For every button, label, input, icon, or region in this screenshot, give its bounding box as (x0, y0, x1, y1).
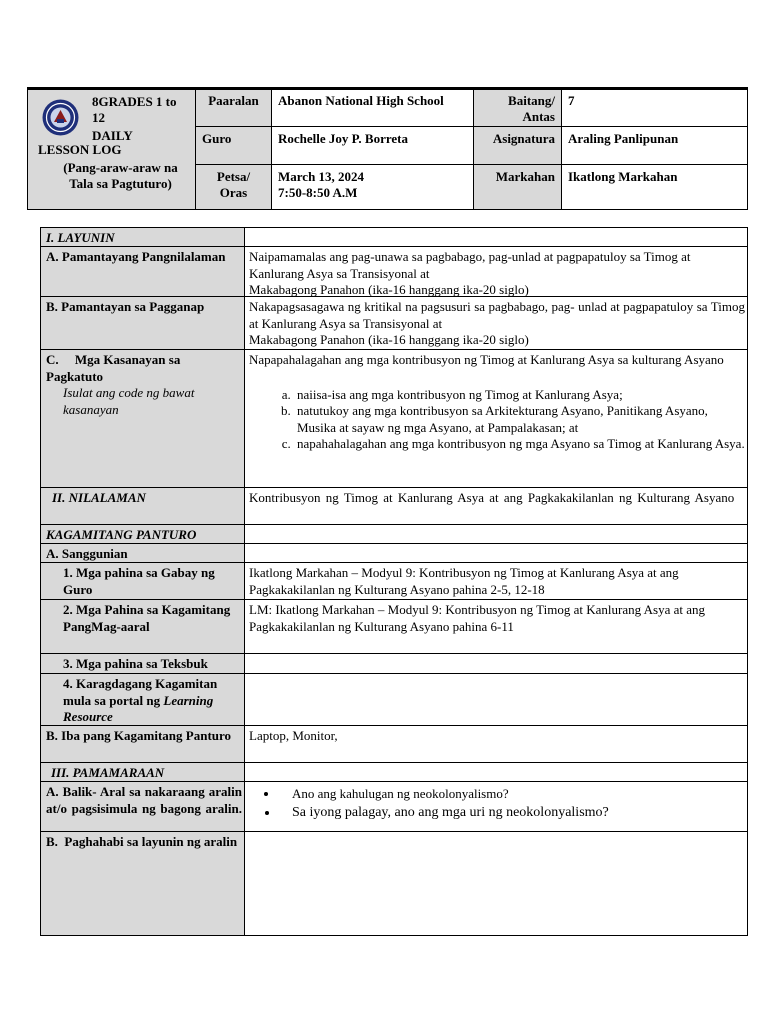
title-subtitle: (Pang-araw-araw na Tala sa Pagtuturo) (63, 160, 178, 191)
baitang-value: 7 (568, 93, 575, 108)
row-balik-aral (41, 782, 747, 832)
title-lesson-log: LESSON LOG (38, 142, 122, 157)
sanggunian-label: A. Sanggunian (46, 546, 128, 561)
baitang-label: Baitang/ Antas (508, 93, 555, 124)
row-gabay (41, 563, 747, 600)
list-item: c. napahahalagahan ang mga kontribusyon ng mga Asyano sa Timog at Kanlurang Asya. (294, 436, 745, 453)
title-daily: DAILY (92, 128, 133, 143)
paaralan-label: Paaralan (208, 93, 259, 108)
row-sanggunian (41, 544, 747, 563)
guro-label: Guro (202, 131, 232, 146)
pangmag-aaral-text: LM: Ikatlong Markahan – Modyul 9: Kontribusyon ng Timog at Kanlurang Asya at ang Pagkakakilanlan ng Kulturang Asyano pahina 6-11 (249, 602, 706, 634)
balik-aral-label: A. Balik- Aral sa nakaraang aralin at/o pagsisimula ng bagong aralin. (46, 784, 242, 816)
row-layunin (41, 228, 747, 247)
row-paghahabi (41, 832, 747, 934)
lesson-table (40, 227, 748, 936)
markahan-label: Markahan (495, 169, 555, 184)
row-nilalaman (41, 488, 747, 525)
kasanayan-list (249, 387, 745, 453)
pangmag-aaral-label: 2. Mga Pahina sa Kagamitang PangMag-aaral (63, 602, 231, 634)
list-item: • Sa iyong palagay, ano ang mga uri ng neokolonyalismo? (279, 803, 745, 822)
karagdagang-text (249, 674, 745, 676)
petsa-time: 7:50-8:50 A.M (278, 185, 358, 200)
balik-aral-text (249, 782, 745, 822)
nilalaman-text: Kontribusyon ng Timog at Kanlurang Asya at ang Pagkakakilanlan ng Kulturang Asyano (249, 490, 735, 505)
kasanayan-label: C. Mga Kasanayan sa Pagkatuto Isulat ang code ng bawat kasanayan (41, 350, 244, 418)
teksbuk-label: 3. Mga pahina sa Teksbuk (63, 656, 208, 671)
row-pamantayan-sa-pagganap (41, 297, 747, 350)
list-item: b. natutukoy ang mga kontribusyon sa Arkitekturang Asyano, Panitikang Asyano, Musika at sayaw ng mga Asyano, at Pampalakasan; at (294, 403, 745, 436)
pamantayan-sa-pagganap-label: B. Pamantayan sa Pagganap (46, 299, 205, 314)
kasanayan-note: Isulat ang code ng bawat kasanayan (63, 385, 195, 417)
deped-seal-icon (42, 99, 79, 136)
petsa-date: March 13, 2024 (278, 169, 365, 184)
pamantayang-pangnilalaman-label: A. Pamantayang Pangnilalaman (46, 249, 226, 264)
row-pangmag-aaral (41, 600, 747, 654)
petsa-value (272, 166, 472, 204)
pamantayang-pangnilalaman-text: Naipamamalas ang pag-unawa sa pagbabago, pag-unlad at pagpapatuloy sa Timog at Kanlurang Asya sa Transisyonal at Makabagong Panahon (ika-16 hanggang ika-20 siglo) (249, 249, 691, 297)
row-teksbuk (41, 654, 747, 674)
section-layunin: I. LAYUNIN (46, 230, 115, 245)
asignatura-value: Araling Panlipunan (568, 131, 679, 146)
row-pamamaraan (41, 763, 747, 782)
karagdagang-label: 4. Karagdagang Kagamitan mula sa portal ng Learning Resource (63, 676, 218, 724)
guro-value: Rochelle Joy P. Borreta (278, 131, 408, 146)
row-pamantayang-pangnilalaman (41, 247, 747, 297)
teksbuk-text (249, 654, 745, 656)
row-iba-pang (41, 726, 747, 763)
iba-pang-label: B. Iba pang Kagamitang Panturo (46, 728, 232, 743)
balik-aral-list (249, 784, 745, 822)
iba-pang-text: Laptop, Monitor, (249, 728, 338, 743)
petsa-label: Petsa/ Oras (216, 169, 251, 200)
list-item: a. naiisa-isa ang mga kontribusyon ng Timog at Kanlurang Asya; (294, 387, 745, 404)
paghahabi-text (249, 832, 745, 834)
gabay-text: Ikatlong Markahan – Modyul 9: Kontribusyon ng Timog at Kanlurang Asya at ang Pagkakakilanlan ng Kulturang Asyano pahina 2-5, 12-18 (249, 565, 679, 597)
kasanayan-text: Napapahalagahan ang mga kontribusyon ng Timog at Kanlurang Asya sa kulturang Asyano a. naiisa-isa ang mga kontribusyon ng Timog at Kanlurang Asya; b. natutukoy ang mga kontribusyon sa Arkitekturang Asyano, Panitikang Asyano, Musika at sayaw ng mga Asyano, at Pampalakasan; at c. napahahalagahan ang mga kontribusyon ng mga Asyano sa Timog at Kanlurang Asya. (249, 350, 745, 453)
paghahabi-label: B. Paghahabi sa layunin ng aralin (46, 834, 238, 849)
header-table (27, 87, 748, 210)
learning-resource-label: Learning Resource (63, 692, 214, 724)
list-item: • Ano ang kahulugan ng neokolonyalismo? (279, 784, 745, 803)
row-karagdagang (41, 674, 747, 726)
gabay-label: 1. Mga pahina sa Gabay ng Guro (63, 565, 215, 597)
markahan-value: Ikatlong Markahan (568, 169, 678, 184)
row-kagamitang-panturo (41, 525, 747, 544)
section-pamamaraan: III. PAMAMARAAN (51, 765, 165, 780)
title-grades: 8GRADES 1 to 12 (92, 94, 177, 125)
row-kasanayan (41, 350, 747, 488)
asignatura-label: Asignatura (492, 131, 555, 146)
pamantayan-sa-pagganap-text: Nakapagsasagawa ng kritikal na pagsusuri sa pagbabago, pag- unlad at pagpapatuloy sa Timog at Kanlurang Asya sa Transisyonal at Makabagong Panahon (ika-16 hanggang ika-20 siglo) (249, 299, 745, 347)
section-kagamitang-panturo: KAGAMITANG PANTURO (46, 527, 197, 542)
paaralan-value: Abanon National High School (278, 93, 444, 108)
nilalaman-label: II. NILALAMAN (52, 490, 146, 505)
